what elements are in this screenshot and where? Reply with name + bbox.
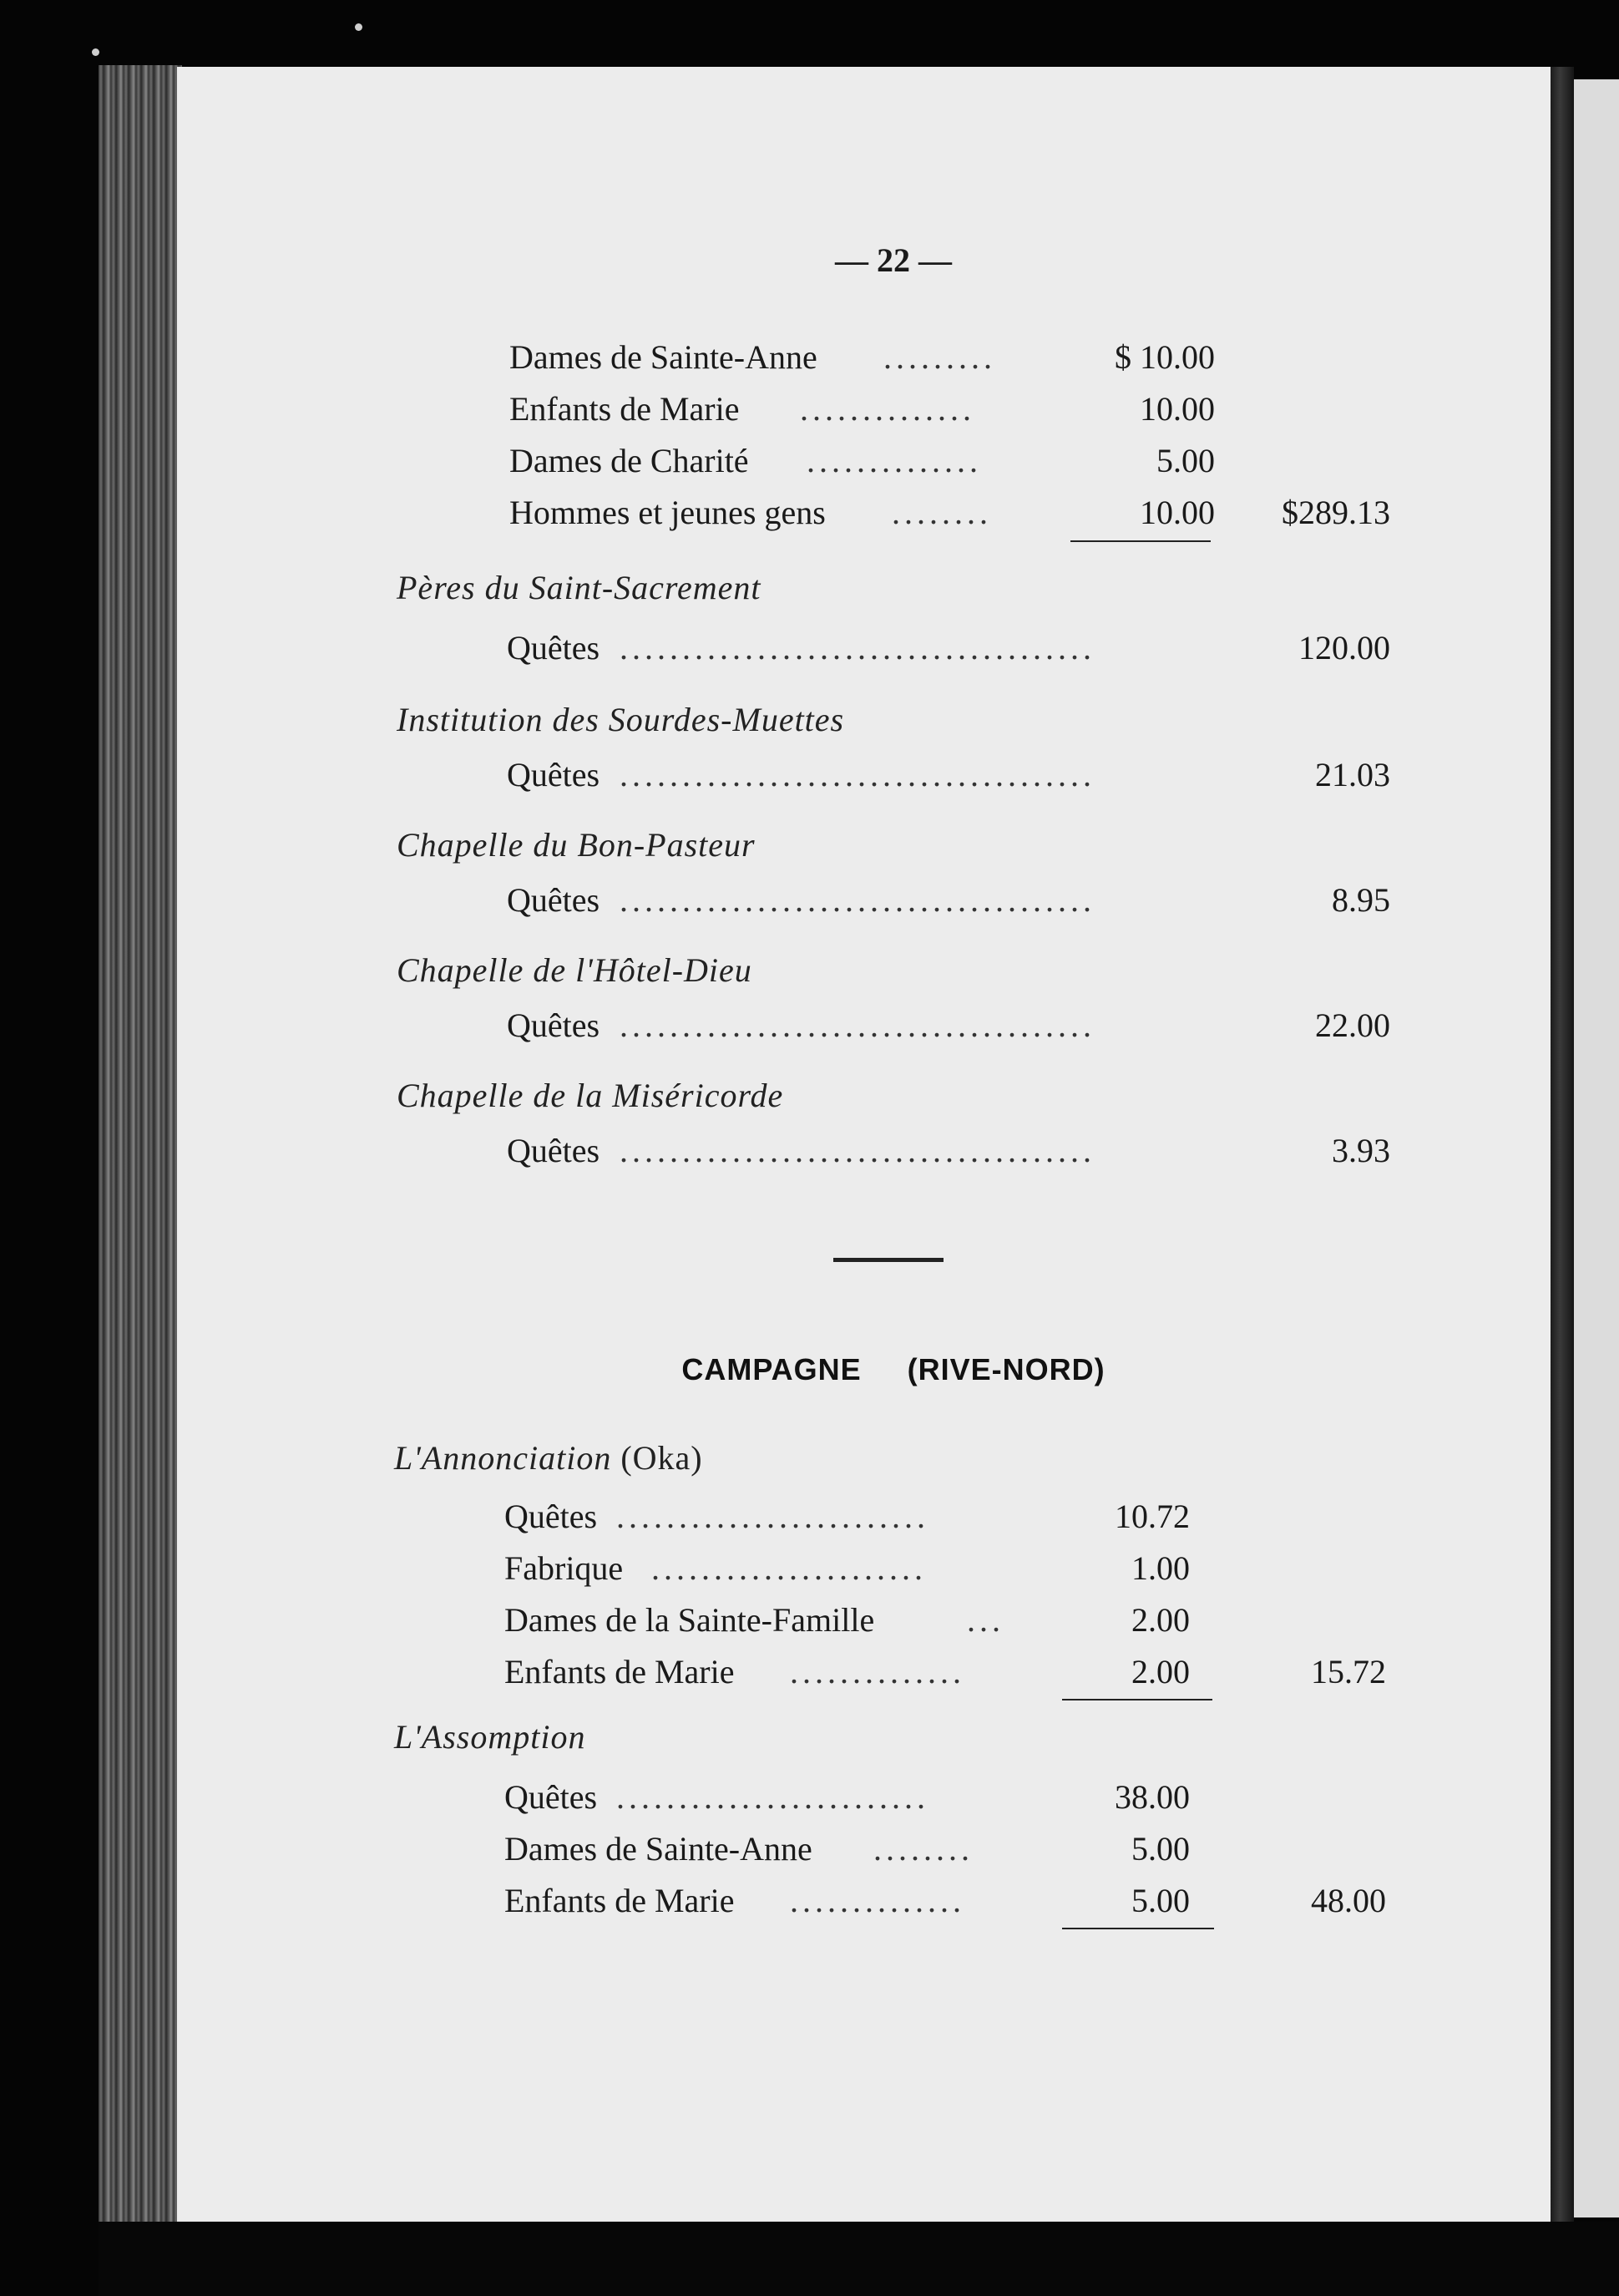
row-label: Enfants de Marie xyxy=(509,390,740,428)
row-amount: 5.00 xyxy=(1156,442,1215,479)
row-total: $289.13 xyxy=(1282,494,1390,531)
row-label: Quêtes xyxy=(507,1132,600,1169)
row-total: 22.00 xyxy=(1315,1006,1390,1044)
leader-dots: .............. xyxy=(807,442,982,479)
leader-dots: ...................................... xyxy=(620,881,1095,919)
sum-rule xyxy=(1062,1699,1212,1700)
row-label: Quêtes xyxy=(507,1006,600,1044)
leader-dots: ... xyxy=(967,1601,1004,1639)
row-label: Quêtes xyxy=(507,756,600,793)
sum-rule xyxy=(1070,540,1211,542)
parish-name: L'Annonciation xyxy=(394,1439,612,1477)
leader-dots: ...................................... xyxy=(620,756,1095,793)
row-label: Enfants de Marie xyxy=(504,1653,735,1690)
leader-dots: ......................... xyxy=(616,1778,929,1816)
leader-dots: ...................... xyxy=(651,1549,927,1587)
row-amount: 1.00 xyxy=(1131,1549,1190,1587)
row-amount: 10.00 xyxy=(1140,494,1215,531)
leader-dots: ...................................... xyxy=(620,629,1095,666)
parish-heading xyxy=(394,1717,585,1757)
row-label: Quêtes xyxy=(507,629,600,666)
leader-dots: .............. xyxy=(790,1882,965,1919)
leader-dots: ........ xyxy=(873,1830,974,1868)
row-label: Dames de Sainte-Anne xyxy=(504,1830,812,1868)
leader-dots: ...................................... xyxy=(620,1132,1095,1169)
section-title: CAMPAGNE (RIVE-NORD) xyxy=(681,1352,1105,1386)
leader-dots: ......................... xyxy=(616,1498,929,1535)
row-total: 8.95 xyxy=(1332,881,1390,919)
sum-rule xyxy=(1062,1928,1214,1929)
leader-dots: .............. xyxy=(790,1653,965,1690)
scan-border xyxy=(99,2222,1619,2296)
row-label: Dames de Sainte-Anne xyxy=(509,338,817,376)
parish-suffix: (Oka) xyxy=(620,1439,703,1477)
row-total: 21.03 xyxy=(1315,756,1390,793)
entry-heading: Chapelle de l'Hôtel-Dieu xyxy=(397,951,752,989)
leader-dots: ........ xyxy=(892,494,992,531)
parish-name: L'Assomption xyxy=(394,1718,586,1756)
entry-heading: Chapelle de la Miséricorde xyxy=(397,1077,784,1114)
page-edge-shadow xyxy=(1551,67,1574,2222)
row-total: 15.72 xyxy=(1311,1653,1386,1690)
row-amount: $ 10.00 xyxy=(1115,338,1215,376)
row-amount: 10.00 xyxy=(1140,390,1215,428)
facing-page-edge xyxy=(1574,79,1619,2217)
row-label: Quêtes xyxy=(504,1498,598,1535)
leader-dots: ...................................... xyxy=(620,1006,1095,1044)
row-amount: 2.00 xyxy=(1131,1653,1190,1690)
entry-heading: Institution des Sourdes-Muettes xyxy=(397,701,845,738)
scan-speck xyxy=(92,48,99,56)
book-binding xyxy=(99,65,182,2237)
row-total: 120.00 xyxy=(1298,629,1390,666)
row-label: Fabrique xyxy=(504,1549,624,1587)
row-amount: 2.00 xyxy=(1131,1601,1190,1639)
row-total: 48.00 xyxy=(1311,1882,1386,1919)
section-divider xyxy=(833,1258,944,1262)
row-label: Dames de la Sainte-Famille xyxy=(504,1601,875,1639)
row-amount: 38.00 xyxy=(1115,1778,1190,1816)
leader-dots: .............. xyxy=(800,390,975,428)
scan-speck xyxy=(355,23,362,31)
entry-heading: Chapelle du Bon-Pasteur xyxy=(397,826,756,864)
parish-heading xyxy=(394,1438,703,1478)
row-amount: 5.00 xyxy=(1131,1830,1190,1868)
row-amount: 10.72 xyxy=(1115,1498,1190,1535)
row-label: Quêtes xyxy=(507,881,600,919)
row-amount: 5.00 xyxy=(1131,1882,1190,1919)
page-number: — 22 — xyxy=(835,241,952,279)
entry-heading: Pères du Saint-Sacrement xyxy=(397,569,761,606)
row-label: Enfants de Marie xyxy=(504,1882,735,1919)
row-total: 3.93 xyxy=(1332,1132,1390,1169)
row-label: Hommes et jeunes gens xyxy=(509,494,826,531)
row-label: Dames de Charité xyxy=(509,442,749,479)
leader-dots: ......... xyxy=(883,338,996,376)
row-label: Quêtes xyxy=(504,1778,598,1816)
